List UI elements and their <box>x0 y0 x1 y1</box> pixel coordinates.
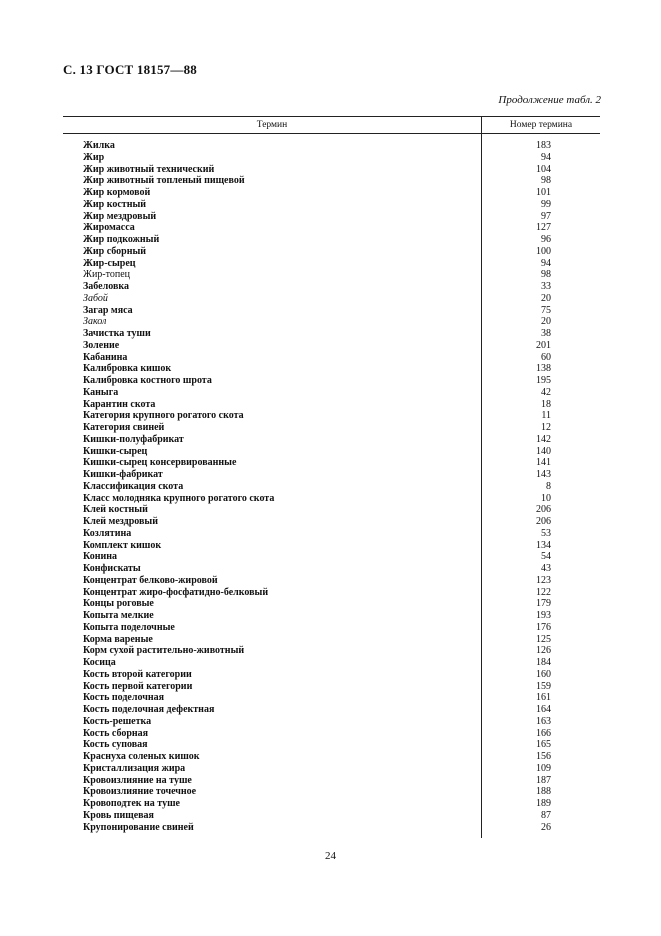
term-cell: Кость сборная <box>83 727 149 739</box>
term-cell: Кость второй категории <box>83 668 192 680</box>
terms-table <box>63 116 600 833</box>
table-row <box>63 422 600 434</box>
term-number-cell: 160 <box>536 668 551 680</box>
table-row <box>63 563 600 575</box>
term-number-cell: 187 <box>536 774 551 786</box>
term-number-cell: 156 <box>536 751 551 762</box>
term-cell: Жир животный топленый пищевой <box>83 175 245 187</box>
term-cell: Кишки-сырец <box>83 445 148 457</box>
term-number-cell: 159 <box>536 680 551 692</box>
term-cell: Комплект кишок <box>83 539 162 551</box>
term-cell: Концентрат жиро-фосфатидно-белковый <box>83 586 269 598</box>
table-row <box>63 281 600 293</box>
table-row <box>63 810 600 822</box>
table-row <box>63 610 600 622</box>
term-cell: Класс молодняка крупного рогатого скота <box>83 492 275 504</box>
term-number-cell: 98 <box>541 175 551 187</box>
term-cell: Калибровка кишок <box>83 363 172 375</box>
table-row <box>63 786 600 798</box>
term-cell: Жиромасса <box>83 222 135 234</box>
table-row <box>63 316 600 328</box>
term-cell: Кровоподтек на туше <box>83 798 180 809</box>
table-row <box>63 763 600 775</box>
term-number-cell: 127 <box>536 222 551 234</box>
table-row <box>63 352 600 364</box>
term-cell: Жир подкожный <box>83 234 160 245</box>
table-row <box>63 293 600 305</box>
table-row <box>63 504 600 516</box>
term-number-cell: 193 <box>536 610 551 621</box>
term-number-cell: 42 <box>541 386 551 398</box>
term-cell: Копыта поделочные <box>83 621 175 633</box>
term-cell: Жилка <box>83 140 115 151</box>
term-number-cell: 12 <box>541 422 551 433</box>
table-row <box>63 446 600 458</box>
term-cell: Категория свиней <box>83 422 165 433</box>
term-number-cell: 166 <box>536 727 551 739</box>
term-number-cell: 98 <box>541 269 551 281</box>
term-number-cell: 176 <box>536 621 551 633</box>
term-number-cell: 43 <box>541 563 551 574</box>
term-number-cell: 38 <box>541 328 551 339</box>
table-row <box>63 175 600 187</box>
table-row <box>63 375 600 387</box>
term-number-cell: 99 <box>541 198 551 210</box>
term-number-cell: 179 <box>536 598 551 610</box>
table-row <box>63 692 600 704</box>
term-cell: Жир <box>83 151 105 163</box>
table-continuation-note: Продолжение табл. 2 <box>498 94 601 106</box>
term-cell: Забой <box>83 292 108 304</box>
table-row <box>63 704 600 716</box>
table-row <box>63 187 600 199</box>
table-row <box>63 305 600 317</box>
term-cell: Золение <box>83 339 120 351</box>
term-number-cell: 138 <box>536 363 551 375</box>
term-number-cell: 60 <box>541 351 551 363</box>
term-number-cell: 143 <box>536 469 551 480</box>
table-row <box>63 493 600 505</box>
table-body <box>63 140 600 833</box>
table-row <box>63 528 600 540</box>
table-row <box>63 269 600 281</box>
term-number-cell: 141 <box>536 457 551 469</box>
table-row <box>63 681 600 693</box>
term-cell: Кристаллизация жира <box>83 762 186 774</box>
term-number-cell: 206 <box>536 504 551 516</box>
table-row <box>63 140 600 152</box>
table-row <box>63 551 600 563</box>
term-cell: Карантин скота <box>83 398 156 410</box>
table-row <box>63 211 600 223</box>
term-cell: Кабанина <box>83 351 128 363</box>
term-cell: Жир сборный <box>83 245 147 257</box>
table-row <box>63 634 600 646</box>
term-number-cell: 20 <box>541 316 551 328</box>
table-row <box>63 751 600 763</box>
page-number: 24 <box>325 850 336 862</box>
table-header <box>63 116 600 134</box>
term-number-cell: 134 <box>536 539 551 551</box>
term-number-cell: 189 <box>536 798 551 809</box>
table-row <box>63 481 600 493</box>
term-number-cell: 33 <box>541 281 551 292</box>
term-cell: Кость поделочная <box>83 692 165 704</box>
term-number-cell: 163 <box>536 715 551 727</box>
table-row <box>63 457 600 469</box>
term-number-cell: 125 <box>536 633 551 645</box>
term-number-cell: 11 <box>541 410 551 422</box>
term-cell: Концы роговые <box>83 598 154 610</box>
table-row <box>63 399 600 411</box>
term-cell: Загар мяса <box>83 304 133 316</box>
term-cell: Категория крупного рогатого скота <box>83 410 244 422</box>
term-number-cell: 123 <box>536 574 551 586</box>
table-row <box>63 469 600 481</box>
term-cell: Крупонирование свиней <box>83 821 194 833</box>
term-cell: Краснуха соленых кишок <box>83 751 200 762</box>
term-cell: Каныга <box>83 386 119 398</box>
table-row <box>63 410 600 422</box>
term-number-cell: 53 <box>541 527 551 539</box>
term-cell: Кость поделочная дефектная <box>83 704 215 715</box>
term-number-cell: 75 <box>541 304 551 316</box>
term-cell: Жир животный технический <box>83 163 215 175</box>
table-row <box>63 340 600 352</box>
table-row <box>63 575 600 587</box>
table-row <box>63 363 600 375</box>
term-cell: Концентрат белково-жировой <box>83 574 218 586</box>
table-row <box>63 587 600 599</box>
term-cell: Косица <box>83 657 116 668</box>
term-number-cell: 8 <box>546 480 551 492</box>
term-cell: Корма вареные <box>83 633 153 645</box>
term-number-cell: 184 <box>536 657 551 668</box>
term-number-cell: 54 <box>541 551 551 563</box>
table-row <box>63 669 600 681</box>
term-number-cell: 94 <box>541 257 551 269</box>
term-number-cell: 142 <box>536 433 551 445</box>
term-number-cell: 126 <box>536 645 551 657</box>
table-row <box>63 152 600 164</box>
table-row <box>63 739 600 751</box>
term-number-cell: 26 <box>541 821 551 833</box>
term-cell: Кость суповая <box>83 739 148 751</box>
term-number-cell: 195 <box>536 375 551 386</box>
table-row <box>63 822 600 834</box>
term-cell: Забеловка <box>83 281 129 292</box>
table-row <box>63 540 600 552</box>
term-cell: Копыта мелкие <box>83 610 154 621</box>
term-number-cell: 109 <box>536 762 551 774</box>
term-number-cell: 94 <box>541 151 551 163</box>
term-number-cell: 100 <box>536 245 551 257</box>
term-number-cell: 18 <box>541 398 551 410</box>
table-row <box>63 657 600 669</box>
term-cell: Козлятина <box>83 527 132 539</box>
term-cell: Жир-сырец <box>83 257 136 269</box>
term-cell: Закол <box>83 316 107 328</box>
term-cell: Кость-решетка <box>83 715 152 727</box>
term-number-cell: 165 <box>536 739 551 751</box>
term-number-cell: 104 <box>536 163 551 175</box>
column-header-term: Термин <box>256 120 288 130</box>
table-row <box>63 716 600 728</box>
term-cell: Конфискаты <box>83 563 141 574</box>
term-number-cell: 164 <box>536 704 551 715</box>
table-row <box>63 222 600 234</box>
table-row <box>63 434 600 446</box>
term-number-cell: 20 <box>541 292 551 304</box>
term-number-cell: 161 <box>536 692 551 704</box>
table-row <box>63 622 600 634</box>
term-cell: Кишки-фабрикат <box>83 469 163 480</box>
term-number-cell: 101 <box>536 187 551 198</box>
term-cell: Жир-топец <box>83 269 131 281</box>
term-cell: Жир кормовой <box>83 187 151 198</box>
term-cell: Зачистка туши <box>83 328 151 339</box>
term-cell: Кровоизлияние точечное <box>83 786 197 798</box>
term-number-cell: 206 <box>536 516 551 527</box>
table-row <box>63 775 600 787</box>
term-number-cell: 96 <box>541 234 551 245</box>
table-row <box>63 258 600 270</box>
table-row <box>63 164 600 176</box>
term-cell: Конина <box>83 551 118 563</box>
term-number-cell: 122 <box>536 586 551 598</box>
term-number-cell: 10 <box>541 492 551 504</box>
table-row <box>63 328 600 340</box>
term-number-cell: 201 <box>536 339 551 351</box>
table-row <box>63 234 600 246</box>
term-number-cell: 140 <box>536 445 551 457</box>
term-cell: Клей костный <box>83 504 148 516</box>
term-cell: Корм сухой растительно-животный <box>83 645 245 657</box>
term-cell: Кровоизлияние на туше <box>83 774 192 786</box>
table-row <box>63 387 600 399</box>
table-row <box>63 516 600 528</box>
term-number-cell: 87 <box>541 809 551 821</box>
term-cell: Классификация скота <box>83 480 184 492</box>
table-row <box>63 798 600 810</box>
term-number-cell: 183 <box>536 140 551 151</box>
term-cell: Жир мездровый <box>83 210 157 222</box>
term-cell: Кровь пищевая <box>83 809 154 821</box>
term-cell: Калибровка костного шрота <box>83 375 212 386</box>
term-number-cell: 97 <box>541 210 551 222</box>
page-header: С. 13 ГОСТ 18157—88 <box>63 62 197 77</box>
term-cell: Кишки-полуфабрикат <box>83 433 184 445</box>
term-cell: Клей мездровый <box>83 516 158 527</box>
table-row <box>63 246 600 258</box>
table-row <box>63 598 600 610</box>
table-row <box>63 645 600 657</box>
term-cell: Кость первой категории <box>83 680 193 692</box>
table-row <box>63 199 600 211</box>
column-header-number: Номер термина <box>481 117 600 133</box>
term-cell: Жир костный <box>83 198 147 210</box>
table-row <box>63 728 600 740</box>
term-number-cell: 188 <box>536 786 551 798</box>
term-cell: Кишки-сырец консервированные <box>83 457 237 469</box>
